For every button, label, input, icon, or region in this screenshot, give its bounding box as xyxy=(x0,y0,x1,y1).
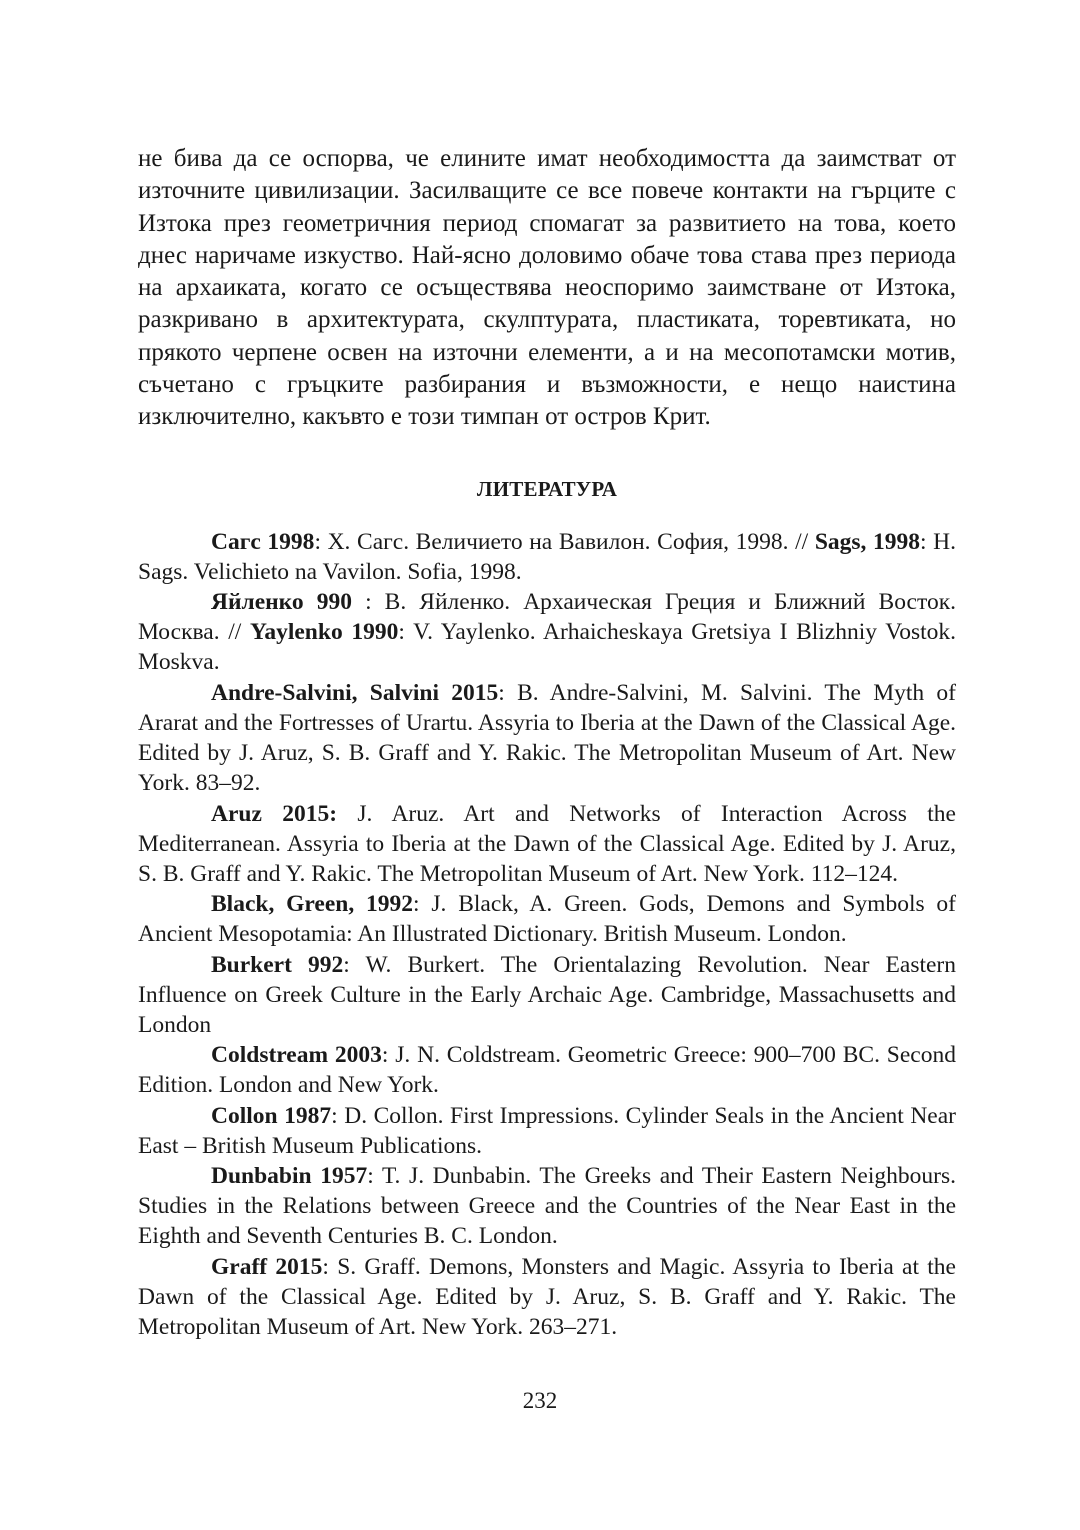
reference-key-translit: Sags, 1998 xyxy=(814,528,921,555)
reference-key: Black, Green, 1992 xyxy=(211,891,414,918)
page-content xyxy=(138,143,956,1342)
reference-entry xyxy=(138,950,956,1041)
reference-text: : W. Burkert. The Orientalazing Revolution. Near Eastern Influence on Greek Culture in the Early Archaic Age. Cambridge, Massachusetts and London xyxy=(138,951,956,1038)
reference-entry xyxy=(138,1252,956,1343)
reference-entry xyxy=(138,587,956,678)
reference-key-translit: Yaylenko 1990 xyxy=(249,619,399,646)
reference-text-translit: : V. Yaylenko. Arhaicheskaya Gretsiya I Blizhniy Vostok. Moskva. xyxy=(138,619,956,676)
reference-list xyxy=(138,527,956,1342)
reference-key: Coldstream 2003 xyxy=(211,1042,382,1069)
reference-key: Graff 2015 xyxy=(211,1253,323,1280)
reference-entry xyxy=(138,1101,956,1161)
reference-key: Andre-Salvini, Salvini 2015 xyxy=(211,679,499,706)
reference-text: : Х. Сагс. Величието на Вавилон. София, 1998. // xyxy=(314,528,815,555)
reference-key: Сагс 1998 xyxy=(211,528,315,555)
body-paragraph: не бива да се оспорва, че елините имат необходимостта да заимстват от източните цивилизации. Засилващите се все повече контакти на гърците с Изтока през геометричния период спомагат за развитието на това, което днес наричаме изкуство. Най-ясно доловимо обаче това става през периода на архаиката, когато се осъществява неоспоримо заимстване от Изтока, разкривано в архитектурата, скулптурата, пластиката, торевтиката, но прякото черпене освен на източни елементи, а и на месопотамски мотив, съчетано с гръцките разбирания и възможности, е нещо наистина изключително, какъвто е този тимпан от остров Крит. xyxy=(138,145,956,431)
reference-entry xyxy=(138,678,956,799)
section-title: ЛИТЕРАТУРА xyxy=(476,476,618,501)
reference-entry xyxy=(138,799,956,890)
reference-key: Burkert 992 xyxy=(211,951,344,978)
page-number: 232 xyxy=(522,1388,558,1413)
reference-text: : D. Collon. First Impressions. Cylinder Seals in the Ancient Near East – British Museum Publications. xyxy=(138,1102,956,1159)
reference-key: Collon 1987 xyxy=(211,1102,332,1129)
reference-text: : J. N. Coldstream. Geometric Greece: 900–700 BC. Second Edition. London and New York. xyxy=(138,1042,956,1099)
reference-entry xyxy=(138,889,956,949)
reference-key: Aruz 2015: xyxy=(211,800,338,827)
reference-text: : S. Graff. Demons, Monsters and Magic. Assyria to Iberia at the Dawn of the Classical Age. Edited by J. Aruz, S. B. Graff and Y. Rakic. The Metropolitan Museum of Art. New York. 263–271. xyxy=(138,1253,956,1340)
reference-entry xyxy=(138,1040,956,1100)
reference-key: Яйленко 990 xyxy=(211,589,352,616)
reference-entry xyxy=(138,527,956,587)
reference-text-translit: : H. Sags. Velichieto na Vavilon. Sofia, 1998. xyxy=(138,528,956,585)
reference-text: J. Aruz. Art and Networks of Interaction Across the Mediterranean. Assyria to Iberia at the Dawn of the Classical Age. Edited by J. Aruz, S. B. Graff and Y. Rakic. The Metropolitan Museum of Art. New York. 112–124. xyxy=(138,800,956,887)
reference-text: : В. Яйленко. Архаическая Греция и Ближний Восток. Москва. // xyxy=(138,589,956,646)
reference-key: Dunbabin 1957 xyxy=(211,1162,368,1189)
reference-entry xyxy=(138,1161,956,1252)
reference-text: : J. Black, A. Green. Gods, Demons and Symbols of Ancient Mesopotamia: An Illustrated Dictionary. British Museum. London. xyxy=(138,891,957,948)
reference-text: : T. J. Dunbabin. The Greeks and Their Eastern Neighbours. Studies in the Relations between Greece and the Countries of the Near East in the Eighth and Seventh Centuries B. C. London. xyxy=(138,1162,956,1250)
reference-text: : B. Andre-Salvini, M. Salvini. The Myth of Ararat and the Fortresses of Urartu. Assyria to Iberia at the Dawn of the Classical Age. Edited by J. Aruz, S. B. Graff and Y. Rakic. The Metropolitan Museum of Art. New York. 83–92. xyxy=(138,679,957,797)
